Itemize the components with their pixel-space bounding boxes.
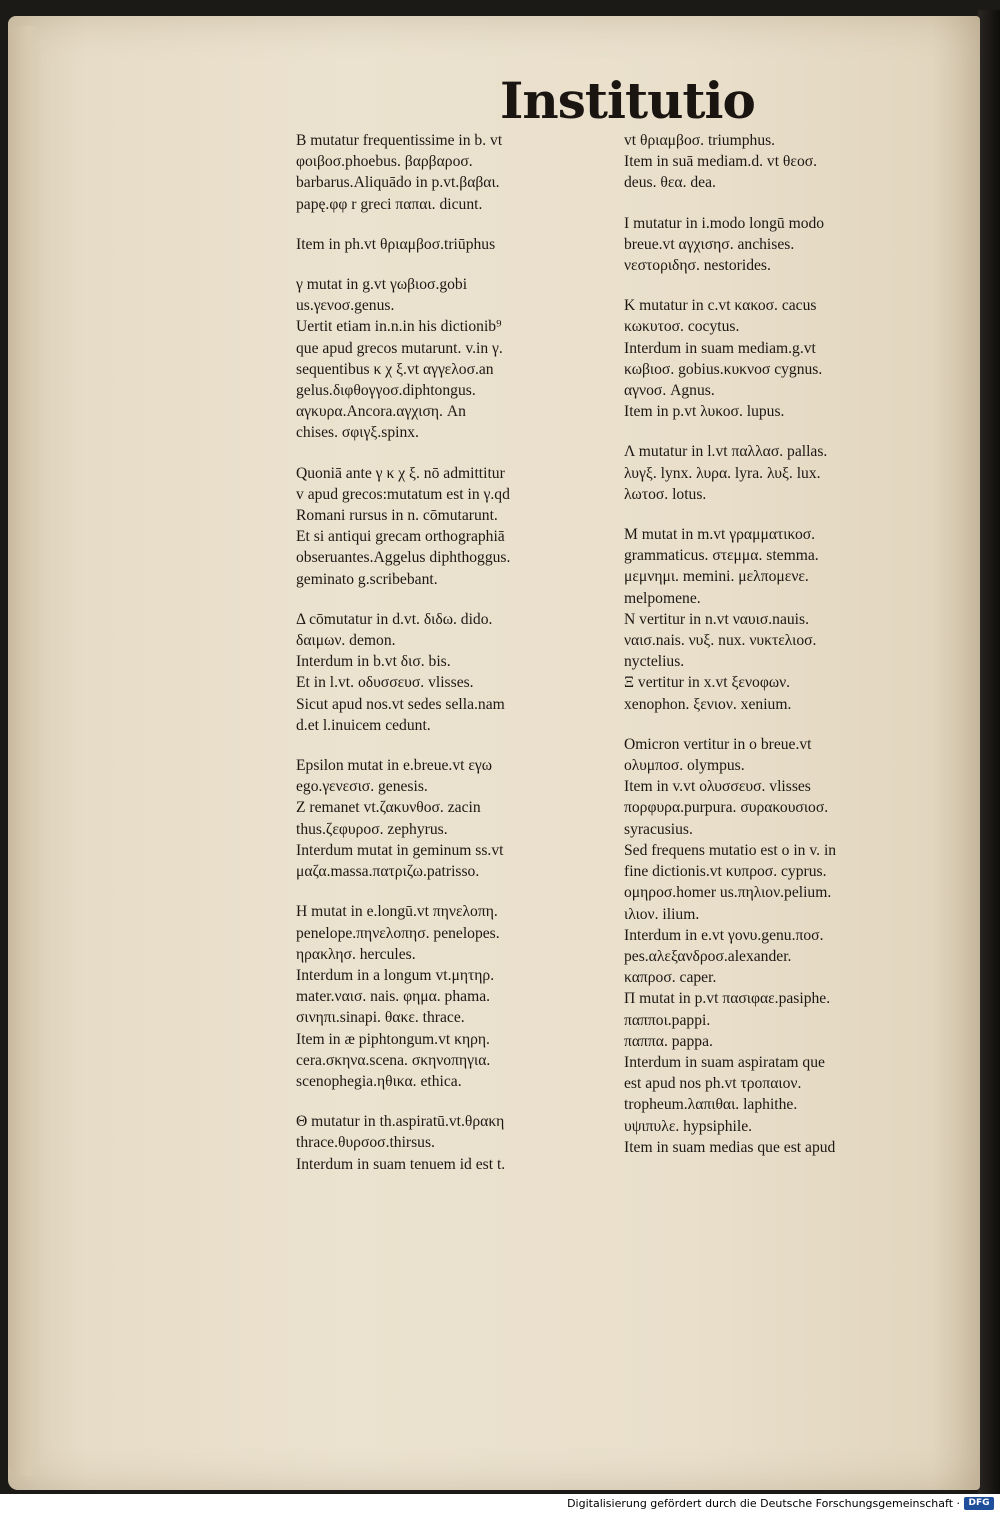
text-paragraph <box>296 901 616 1092</box>
text-line: obseruantes.Aggelus diphthoggus. <box>296 549 511 567</box>
text-line: Sed frequens mutatio est o in v. in <box>624 841 837 859</box>
text-line: geminato g.scribebant. <box>296 570 438 588</box>
text-line: Item in suā mediam.d. vt θεοσ. <box>624 153 818 171</box>
text-line: ηρακλησ. hercules. <box>296 945 416 963</box>
text-line: Item in ph.vt θριαμβοσ.triūphus <box>296 235 496 253</box>
text-line: Θ mutatur in th.aspiratū.vt.θρακη <box>296 1113 505 1131</box>
text-line: Ι mutatur in i.modo longū modo <box>624 214 825 232</box>
text-line: σινηπι.sinapi. θακε. thrace. <box>296 1009 465 1027</box>
text-line: gelus.διφθογγοσ.diphtongus. <box>296 382 476 400</box>
text-line: Ξ vertitur in x.vt ξενοφων. <box>624 674 791 692</box>
text-line: Interdum in suam aspiratam que <box>624 1053 825 1071</box>
text-line: scenophegia.ηθικα. ethica. <box>296 1072 462 1090</box>
text-line: Interdum in e.vt γονυ.genu.ποσ. <box>624 926 824 944</box>
text-line: grammaticus. στεμμα. stemma. <box>624 547 819 565</box>
text-line: παππα. pappa. <box>624 1032 713 1050</box>
text-line: Interdum in suam mediam.g.vt <box>624 339 816 357</box>
text-line: melpomene. <box>624 589 701 607</box>
text-line: Item in p.vt λυκοσ. lupus. <box>624 403 785 421</box>
text-paragraph <box>624 295 954 422</box>
text-line: d.et l.inuicem cedunt. <box>296 716 431 734</box>
text-line: λυγξ. lynx. λυρα. lyra. λυξ. lux. <box>624 464 821 482</box>
text-line: ομηροσ.homer us.πηλιον.pelium. <box>624 884 832 902</box>
text-line: υψιπυλε. hypsiphile. <box>624 1117 753 1135</box>
text-line: νεστοριδησ. nestorides. <box>624 257 771 275</box>
text-line: mater.ναισ. nais. φημα. phama. <box>296 988 491 1006</box>
text-line: Interdum in suam tenuem id est t. <box>296 1155 506 1173</box>
text-line: thrace.θυρσοσ.thirsus. <box>296 1134 435 1152</box>
text-line: papę.φφ r greci παπαι. dicunt. <box>296 195 483 213</box>
text-line: Λ mutatur in l.vt παλλασ. pallas. <box>624 443 828 461</box>
text-paragraph <box>296 130 616 215</box>
text-line: pes.αλεξανδροσ.alexander. <box>624 947 792 965</box>
text-paragraph <box>624 441 954 505</box>
text-paragraph <box>296 1111 616 1175</box>
text-line: que apud grecos mutarunt. v.in γ. <box>296 339 503 357</box>
text-line: ναισ.nais. νυξ. nux. νυκτελιοσ. <box>624 632 817 650</box>
book-binding <box>978 10 1000 1494</box>
text-line: nyctelius. <box>624 653 685 671</box>
text-line: Et si antiqui grecam orthographiā <box>296 528 505 546</box>
text-line: Η mutat in e.longū.vt πηνελοπη. <box>296 903 498 921</box>
text-line: sequentibus κ χ ξ.vt αγγελοσ.an <box>296 360 494 378</box>
right-text-column <box>624 130 954 1177</box>
text-line: Et in l.vt. οδυσσευσ. vlisses. <box>296 674 474 692</box>
text-line: κωκυτοσ. cocytus. <box>624 318 740 336</box>
text-line: Π mutat in p.vt πασιφαε.pasiphe. <box>624 990 831 1008</box>
text-line: Item in v.vt ολυσσευσ. vlisses <box>624 778 811 796</box>
text-line: Quoniā ante γ κ χ ξ. nō admittitur <box>296 464 505 482</box>
text-line: Interdum in a longum vt.μητηρ. <box>296 966 495 984</box>
text-paragraph <box>296 234 616 255</box>
text-paragraph <box>296 755 616 882</box>
text-line: Sicut apud nos.vt sedes sella.nam <box>296 695 505 713</box>
text-line: Interdum in b.vt δισ. bis. <box>296 653 451 671</box>
text-paragraph <box>624 734 954 1158</box>
text-line: ιλιον. ilium. <box>624 905 700 923</box>
text-paragraph <box>624 213 954 277</box>
text-line: Μ mutat in m.vt γραμματικοσ. <box>624 526 816 544</box>
text-line: Δ cōmutatur in d.vt. διδω. dido. <box>296 610 493 628</box>
text-line: thus.ζεφυροσ. zephyrus. <box>296 820 448 838</box>
text-line: φοιβοσ.phoebus. βαρβαροσ. <box>296 153 473 171</box>
text-line: Item in æ piphtongum.vt κηρη. <box>296 1030 490 1048</box>
text-line: λωτοσ. lotus. <box>624 485 707 503</box>
text-line: vt θριαμβοσ. triumphus. <box>624 132 776 149</box>
text-line: Romani rursus in n. cōmutarunt. <box>296 507 498 525</box>
text-line: Interdum mutat in geminum ss.vt <box>296 841 504 859</box>
text-line: Item in suam medias que est apud <box>624 1138 836 1156</box>
text-line: πορφυρα.purpura. συρακουσιοσ. <box>624 799 829 817</box>
text-paragraph <box>624 130 954 194</box>
text-line: μεμνημι. memini. μελπομενε. <box>624 568 809 586</box>
text-line: αγκυρα.Ancora.αγχιση. An <box>296 403 466 421</box>
text-line: γ mutat in g.vt γωβιοσ.gobi <box>296 276 468 294</box>
text-line: syracusius. <box>624 820 693 838</box>
text-line: penelope.πηνελοπησ. penelopes. <box>296 924 500 942</box>
text-line: δαιμων. demon. <box>296 632 396 650</box>
text-line: καπροσ. caper. <box>624 969 717 987</box>
text-line: est apud nos ph.vt τροπαιον. <box>624 1075 802 1093</box>
text-line: xenophon. ξενιον. xenium. <box>624 695 792 713</box>
text-line: Ν vertitur in n.vt ναυισ.nauis. <box>624 610 809 628</box>
text-line: Epsilon mutat in e.breue.vt εγω <box>296 757 493 775</box>
text-line: αγνοσ. Agnus. <box>624 382 715 400</box>
text-line: ego.γενεσισ. genesis. <box>296 778 428 796</box>
digitization-credit: Digitalisierung gefördert durch die Deutsche Forschungsgemeinschaft · <box>567 1497 960 1510</box>
text-line: barbarus.Aliquādo in p.vt.βαβαι. <box>296 174 500 192</box>
text-paragraph <box>624 524 954 715</box>
text-line: v apud grecos:mutatum est in γ.qd <box>296 485 510 503</box>
text-line: παπποι.pappi. <box>624 1011 711 1029</box>
text-line: deus. θεα. dea. <box>624 174 716 192</box>
text-paragraph <box>296 463 616 590</box>
dfg-logo: DFG <box>964 1497 994 1510</box>
text-line: Uertit etiam in.n.in his dictionib⁹ <box>296 318 502 336</box>
text-line: ολυμποσ. olympus. <box>624 757 745 775</box>
text-line: B mutatur frequentissime in b. vt <box>296 132 503 149</box>
text-line: tropheum.λαπιθαι. laphithe. <box>624 1096 798 1114</box>
running-head: Institutio <box>500 71 755 130</box>
text-paragraph <box>296 609 616 736</box>
text-line: us.γενοσ.genus. <box>296 297 395 315</box>
text-line: fine dictionis.vt κυπροσ. cyprus. <box>624 863 827 881</box>
text-line: cera.σκηνα.scena. σκηνοπηγια. <box>296 1051 491 1069</box>
text-line: Z remanet vt.ζακυνθοσ. zacin <box>296 799 481 817</box>
page-edge-shading <box>8 26 42 1476</box>
text-line: μαζα.massa.πατριζω.patrisso. <box>296 863 480 881</box>
text-line: κωβιοσ. gobius.κυκνοσ cygnus. <box>624 360 823 378</box>
text-line: Κ mutatur in c.vt κακοσ. cacus <box>624 297 817 315</box>
left-text-column <box>296 130 616 1194</box>
text-paragraph <box>296 274 616 444</box>
text-line: breue.vt αγχισησ. anchises. <box>624 235 795 253</box>
text-line: Omicron vertitur in o breue.vt <box>624 735 812 753</box>
text-line: chises. σφιγξ.spinx. <box>296 424 419 442</box>
